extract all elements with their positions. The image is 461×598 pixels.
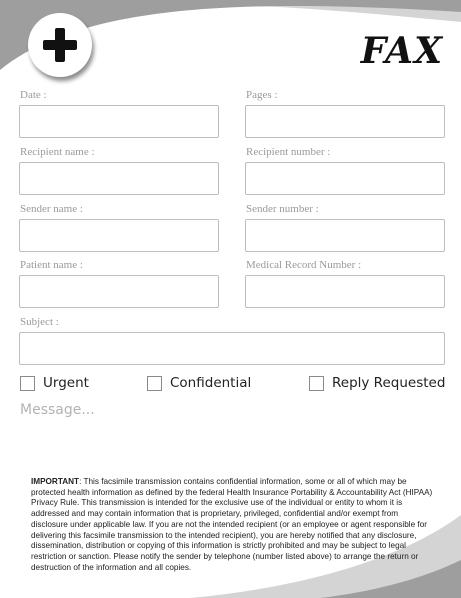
pages-field[interactable] [245,105,445,138]
medical-record-field[interactable] [245,275,445,308]
date-label: Date : [20,89,47,101]
recipient-number-field[interactable] [245,162,445,195]
pages-label: Pages : [246,89,278,101]
disclaimer-text [31,477,433,573]
disclaimer-heading: IMPORTANT [31,477,80,486]
message-area[interactable]: Message... [20,402,95,418]
plus-icon [28,13,92,77]
sender-number-label: Sender number : [246,203,319,215]
sender-name-field[interactable] [19,219,219,252]
subject-label: Subject : [20,316,59,328]
urgent-checkbox-group[interactable] [20,375,89,391]
logo-badge [28,13,92,77]
date-field[interactable] [19,105,219,138]
sender-name-label: Sender name : [20,203,83,215]
page-title: FAX [360,30,443,72]
recipient-name-field[interactable] [19,162,219,195]
urgent-checkbox[interactable] [20,376,35,391]
reply-requested-label: Reply Requested [332,375,446,391]
urgent-label: Urgent [43,375,89,391]
confidential-label: Confidential [170,375,252,391]
patient-name-field[interactable] [19,275,219,308]
disclaimer-body: : This facsimile transmission contains confidential information, some or all of which may be protected health information as defined by the federal Health Insurance Portability & Accountability Act (HIPAA) Privacy Rule. This transmission is intended for the exclusive use of the individual or entity to whom it is addressed and may contain information that is proprietary, privileged, confidential and/or exempt from disclosure under applicable law. If you are not the intended recipient (or an employee or agent responsible for delivering this facsimile transmission to the intended recipient), you are hereby notified that any disclosure, dissemination, distribution or copying of this information is strictly prohibited and may be subject to legal restriction or sanction. Please notify the sender by telephone (number listed above) to arrange the return or destruction of the information and all copies. [31,477,433,572]
confidential-checkbox-group[interactable] [147,375,251,391]
sender-number-field[interactable] [245,219,445,252]
confidential-checkbox[interactable] [147,376,162,391]
recipient-number-label: Recipient number : [246,146,331,158]
recipient-name-label: Recipient name : [20,146,95,158]
reply-requested-checkbox[interactable] [309,376,324,391]
medical-record-label: Medical Record Number : [246,259,362,271]
subject-field[interactable] [19,332,445,365]
patient-name-label: Patient name : [20,259,83,271]
reply-requested-checkbox-group[interactable] [309,375,445,391]
